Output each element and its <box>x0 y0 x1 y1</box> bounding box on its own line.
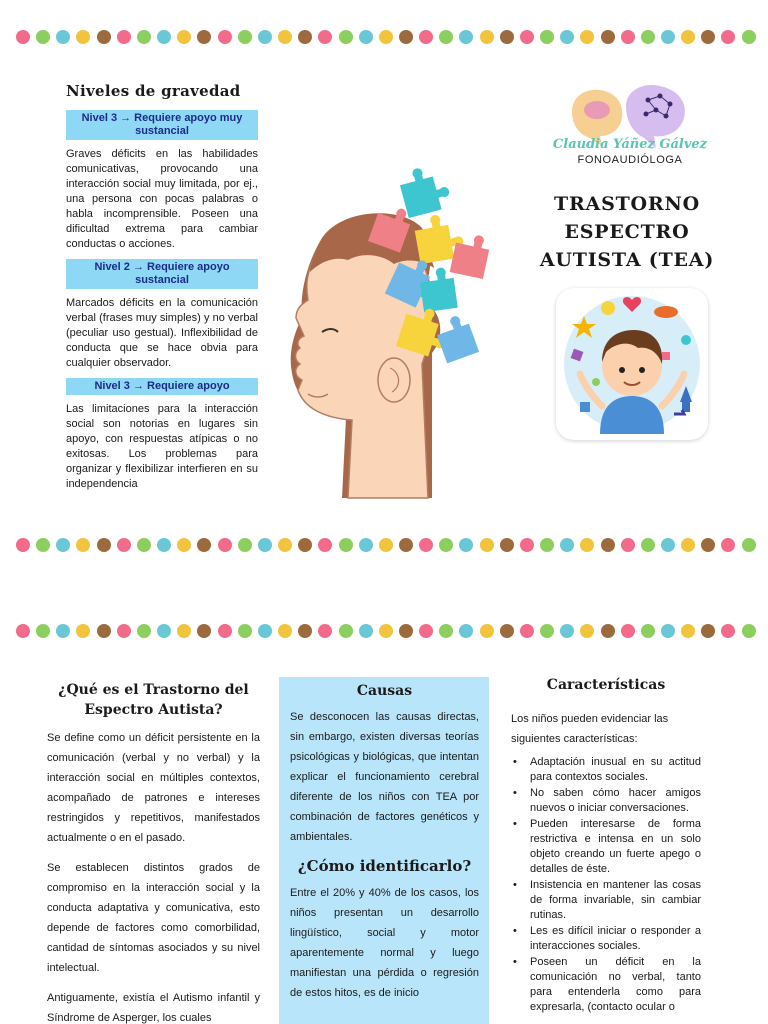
border-dot <box>278 538 292 552</box>
border-dot <box>399 624 413 638</box>
border-dot <box>218 624 232 638</box>
border-dot <box>721 30 735 44</box>
border-dot <box>36 30 50 44</box>
border-dot <box>97 538 111 552</box>
border-dot <box>379 624 393 638</box>
dotted-border-middle-upper <box>16 535 756 555</box>
border-dot <box>520 30 534 44</box>
border-dot <box>459 624 473 638</box>
characteristics-column <box>511 677 701 1016</box>
border-dot <box>137 30 151 44</box>
border-dot <box>601 624 615 638</box>
border-dot <box>540 538 554 552</box>
border-dot <box>36 538 50 552</box>
characteristic-item: • Pueden interesarse de forma restrictiva e intensa en un solo objeto creando un fuerte apego o detalles de éste. <box>511 817 701 877</box>
border-dot <box>339 624 353 638</box>
border-dot <box>238 30 252 44</box>
border-dot <box>117 538 131 552</box>
brand-profession: FONOAUDIÓLOGA <box>577 154 683 166</box>
border-dot <box>721 624 735 638</box>
border-dot <box>560 538 574 552</box>
border-dot <box>661 624 675 638</box>
border-dot <box>661 30 675 44</box>
border-dot <box>339 30 353 44</box>
border-dot <box>238 538 252 552</box>
border-dot <box>117 624 131 638</box>
border-dot <box>580 30 594 44</box>
title-line-1: TRASTORNO <box>554 193 700 215</box>
severity-levels-title: Niveles de gravedad <box>66 82 241 100</box>
identify-text: Entre el 20% y 40% de los casos, los niños presentan un desarrollo lingüístico, social y motor aparentemente normal y luego manifiestan una pérdida o regresión de estos hitos, es de inicio <box>290 887 479 999</box>
level-heading-3: Nivel 3 → Requiere apoyo <box>66 378 258 395</box>
border-dot <box>197 538 211 552</box>
title-line-3: AUTISTA (TEA) <box>539 249 715 271</box>
border-dot <box>520 538 534 552</box>
border-dot <box>701 624 715 638</box>
level-text-3: Las limitaciones para la interacción social son notorias en lugares sin apoyo, con respuestas atípicas o no exitosas. Los problemas para organizar y flexibilizar interfieren en su independencia <box>66 403 258 490</box>
border-dot <box>641 30 655 44</box>
border-dot <box>681 624 695 638</box>
border-dot <box>339 538 353 552</box>
border-dot <box>601 30 615 44</box>
border-dot <box>661 538 675 552</box>
dotted-border-top <box>16 27 756 47</box>
border-dot <box>621 538 635 552</box>
border-dot <box>742 538 756 552</box>
border-dot <box>621 30 635 44</box>
border-dot <box>117 30 131 44</box>
level-heading-1: Nivel 3 → Requiere apoyo muy sustancial <box>66 110 258 140</box>
border-dot <box>641 538 655 552</box>
severity-levels-section <box>66 82 258 499</box>
border-dot <box>258 624 272 638</box>
border-dot <box>16 30 30 44</box>
border-dot <box>419 624 433 638</box>
border-dot <box>701 30 715 44</box>
border-dot <box>197 30 211 44</box>
border-dot <box>197 624 211 638</box>
border-dot <box>459 538 473 552</box>
border-dot <box>439 624 453 638</box>
characteristic-item: • Les es difícil iniciar o responder a interacciones sociales. <box>511 924 701 954</box>
border-dot <box>419 30 433 44</box>
what-is-tea-heading: ¿Qué es el Trastorno del Espectro Autista? <box>58 682 249 718</box>
border-dot <box>480 538 494 552</box>
border-dot <box>16 538 30 552</box>
border-dot <box>76 30 90 44</box>
border-dot <box>459 30 473 44</box>
border-dot <box>56 624 70 638</box>
border-dot <box>298 538 312 552</box>
characteristic-item: • Poseen un déficit en la comunicación no verbal, tanto para entenderla como para expresarla, (contacto ocular o <box>511 955 701 1015</box>
border-dot <box>359 538 373 552</box>
border-dot <box>36 624 50 638</box>
border-dot <box>278 624 292 638</box>
border-dot <box>439 30 453 44</box>
dotted-border-middle-lower <box>16 621 756 641</box>
border-dot <box>177 30 191 44</box>
brand-name: Claudia Yáñez Gálvez <box>552 137 708 152</box>
characteristics-heading: Características <box>546 677 666 693</box>
causes-text: Se desconocen las causas directas, sin embargo, existen diversas teorías psicológicas y biológicas, que intentan explicar el funcionamiento cerebral diferente de los niños con TEA por combinación de factores genéticos y ambientales. <box>290 711 479 843</box>
border-dot <box>500 624 514 638</box>
border-dot <box>359 624 373 638</box>
what-is-tea-paragraph-1: Se define como un déficit persistente en la comunicación (verbal y no verbal) y la interacción social en múltiples contextos, acompañado de patrones e intereses restringidos y repetitivos, manifestados actualmente o en el pasado. <box>47 732 260 844</box>
border-dot <box>500 30 514 44</box>
border-dot <box>379 30 393 44</box>
border-dot <box>520 624 534 638</box>
brochure-title <box>516 190 738 274</box>
border-dot <box>318 624 332 638</box>
border-dot <box>56 538 70 552</box>
border-dot <box>137 624 151 638</box>
border-dot <box>318 538 332 552</box>
border-dot <box>480 624 494 638</box>
border-dot <box>439 538 453 552</box>
border-dot <box>76 624 90 638</box>
what-is-tea-paragraph-2: Se establecen distintos grados de compromiso en la interacción social y la conducta adaptativa y comunicativa, esto depende de factores como comorbilidad, cantidad de síntomas asociados y su nivel intelectual. <box>47 862 260 974</box>
border-dot <box>399 538 413 552</box>
border-dot <box>601 538 615 552</box>
border-dot <box>318 30 332 44</box>
border-dot <box>359 30 373 44</box>
border-dot <box>621 624 635 638</box>
level-heading-2: Nivel 2 → Requiere apoyo sustancial <box>66 259 258 289</box>
characteristic-item: • Adaptación inusual en su actitud para contextos sociales. <box>511 755 701 785</box>
border-dot <box>500 538 514 552</box>
child-with-toys-illustration <box>562 294 702 434</box>
border-dot <box>540 30 554 44</box>
identify-heading: ¿Cómo identificarlo? <box>297 857 472 875</box>
border-dot <box>742 624 756 638</box>
border-dot <box>419 538 433 552</box>
border-dot <box>480 30 494 44</box>
border-dot <box>681 538 695 552</box>
border-dot <box>399 30 413 44</box>
characteristic-item: • Insistencia en mantener las cosas de forma invariable, sin cambiar rutinas. <box>511 878 701 923</box>
border-dot <box>157 30 171 44</box>
border-dot <box>97 624 111 638</box>
border-dot <box>742 30 756 44</box>
causes-and-identify-column <box>279 677 489 1024</box>
border-dot <box>278 30 292 44</box>
characteristic-item: • No saben cómo hacer amigos nuevos o iniciar conversaciones. <box>511 786 701 816</box>
border-dot <box>218 538 232 552</box>
border-dot <box>177 624 191 638</box>
border-dot <box>56 30 70 44</box>
border-dot <box>137 538 151 552</box>
characteristics-list <box>511 755 701 1015</box>
level-text-2: Marcados déficits en la comunicación verbal (frases muy simples) y no verbal (peculiar uso gestual). Inflexibilidad de conducta que se hace obvia para cualquier observador. <box>66 297 258 369</box>
border-dot <box>298 30 312 44</box>
border-dot <box>157 624 171 638</box>
border-dot <box>540 624 554 638</box>
border-dot <box>379 538 393 552</box>
level-text-1: Graves déficits en las habilidades comunicativas, provocando una interacción social muy limitada, por ej., una persona con pocas palabras o habla incomprensible. Poseen una dificultad extrema para cambiar conductas o acciones. <box>66 148 258 250</box>
border-dot <box>560 624 574 638</box>
border-dot <box>258 30 272 44</box>
border-dot <box>177 538 191 552</box>
border-dot <box>258 538 272 552</box>
what-is-tea-paragraph-3: Antiguamente, existía el Autismo infantil y Síndrome de Asperger, los cuales <box>47 992 260 1024</box>
border-dot <box>721 538 735 552</box>
border-dot <box>238 624 252 638</box>
border-dot <box>580 538 594 552</box>
border-dot <box>641 624 655 638</box>
title-line-2: ESPECTRO <box>564 221 690 243</box>
causes-heading: Causas <box>356 683 413 699</box>
border-dot <box>560 30 574 44</box>
border-dot <box>681 30 695 44</box>
border-dot <box>97 30 111 44</box>
border-dot <box>157 538 171 552</box>
border-dot <box>16 624 30 638</box>
characteristics-intro: Los niños pueden evidenciar las siguientes características: <box>511 713 669 745</box>
border-dot <box>701 538 715 552</box>
border-dot <box>76 538 90 552</box>
border-dot <box>218 30 232 44</box>
border-dot <box>298 624 312 638</box>
child-illustration-frame <box>556 288 708 440</box>
head-with-puzzle-pieces-illustration <box>282 168 500 518</box>
what-is-tea-column <box>47 680 260 1024</box>
border-dot <box>580 624 594 638</box>
